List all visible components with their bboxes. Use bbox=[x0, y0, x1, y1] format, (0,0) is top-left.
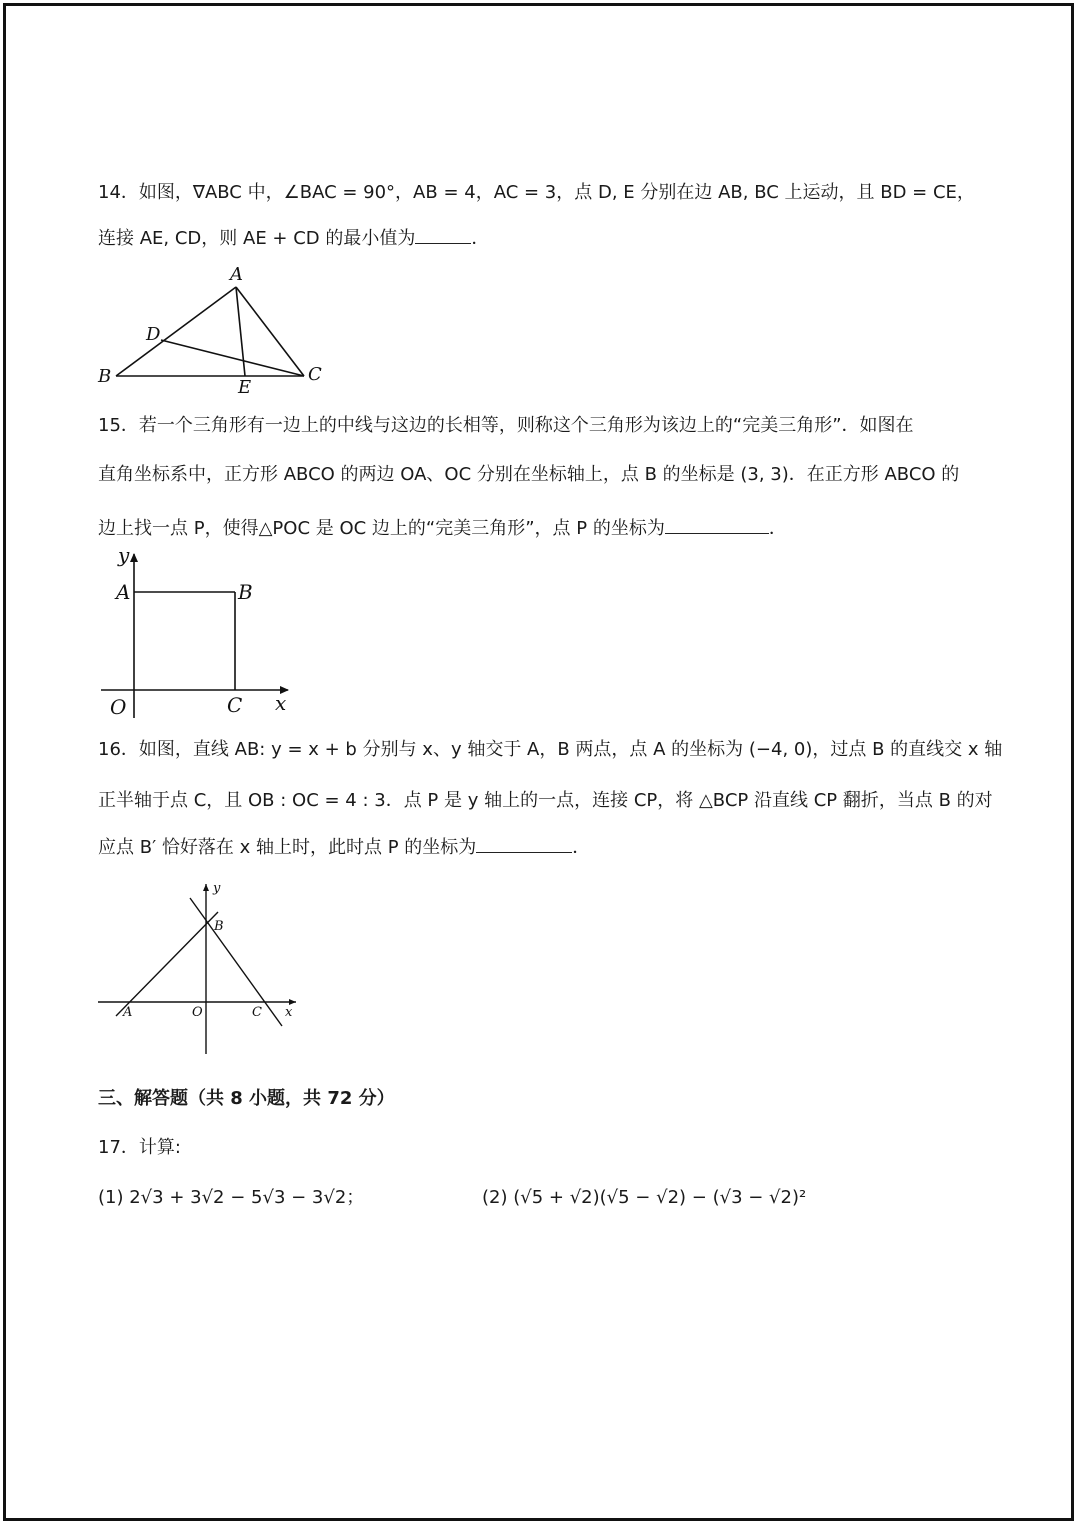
q14-line-2-end: ． bbox=[471, 228, 490, 249]
segment-cd bbox=[161, 340, 304, 376]
side-ab bbox=[116, 287, 236, 376]
label-b: B bbox=[98, 366, 112, 387]
q17-title: 17．计算: bbox=[98, 1137, 181, 1158]
label-c: C bbox=[308, 364, 322, 385]
label-o: O bbox=[192, 1005, 203, 1020]
label-y: y bbox=[213, 881, 221, 896]
q16-line-3-text: 应点 B′ 恰好落在 x 轴上时，此时点 P 的坐标为 bbox=[98, 837, 477, 858]
line-ab bbox=[116, 912, 218, 1016]
label-e: E bbox=[238, 377, 252, 398]
q15-line-3-end: ． bbox=[768, 518, 787, 539]
q15-line-3-text: 边上找一点 P，使得△POC 是 OC 边上的“完美三角形”，点 P 的坐标为 bbox=[98, 518, 665, 539]
section-heading: 三、解答题（共 8 小题，共 72 分） bbox=[98, 1088, 395, 1109]
label-o: O bbox=[110, 695, 127, 719]
label-x: x bbox=[285, 1005, 293, 1020]
label-x: x bbox=[275, 691, 287, 715]
label-b: B bbox=[214, 919, 224, 934]
q16-line-2: 正半轴于点 C，且 OB : OC = 4 : 3．点 P 是 y 轴上的一点，连接 CP，将 △BCP 沿直线 CP 翻折，当点 B 的对 bbox=[98, 790, 993, 811]
answer-blank-15 bbox=[665, 513, 769, 534]
label-c: C bbox=[252, 1005, 262, 1020]
q15-line-3 bbox=[98, 513, 787, 542]
answer-blank-16 bbox=[476, 832, 572, 853]
answer-blank-14 bbox=[415, 223, 471, 244]
segment-ae bbox=[236, 287, 245, 376]
q15-line-2: 直角坐标系中，正方形 ABCO 的两边 OA、OC 分别在坐标轴上，点 B 的坐标是 (3, 3)．在正方形 ABCO 的 bbox=[98, 464, 960, 485]
q15-line-1: 15．若一个三角形有一边上的中线与这边的长相等，则称这个三角形为该边上的“完美三角形”．如图在 bbox=[98, 415, 914, 436]
q16-line-1: 16．如图，直线 AB: y = x + b 分别与 x、y 轴交于 A，B 两点，点 A 的坐标为 (−4, 0)，过点 B 的直线交 x 轴 bbox=[98, 739, 1003, 760]
label-a: A bbox=[116, 580, 131, 604]
side-ac bbox=[236, 287, 304, 376]
label-a: A bbox=[230, 264, 243, 285]
label-c: C bbox=[227, 693, 243, 717]
q16-lines-figure bbox=[96, 876, 306, 1058]
q15-square-figure bbox=[96, 542, 306, 722]
q17-part-2: (2) (√5 + √2)(√5 − √2) − (√3 − √2)² bbox=[482, 1187, 807, 1208]
q14-triangle-figure bbox=[90, 260, 330, 400]
q14-line-2 bbox=[98, 223, 489, 252]
label-b: B bbox=[238, 580, 253, 604]
label-d: D bbox=[146, 324, 161, 345]
q14-line-2-text: 连接 AE, CD，则 AE + CD 的最小值为 bbox=[98, 228, 416, 249]
q14-line-1: 14．如图，∇ABC 中，∠BAC = 90°，AB = 4，AC = 3，点 D, E 分别在边 AB, BC 上运动，且 BD = CE， bbox=[98, 182, 975, 203]
label-a: A bbox=[123, 1005, 133, 1020]
label-y: y bbox=[118, 543, 130, 567]
line-bc bbox=[190, 898, 282, 1026]
q16-line-3-end: ． bbox=[572, 837, 591, 858]
q17-part-1: (1) 2√3 + 3√2 − 5√3 − 3√2； bbox=[98, 1187, 365, 1208]
q16-line-3 bbox=[98, 832, 590, 861]
